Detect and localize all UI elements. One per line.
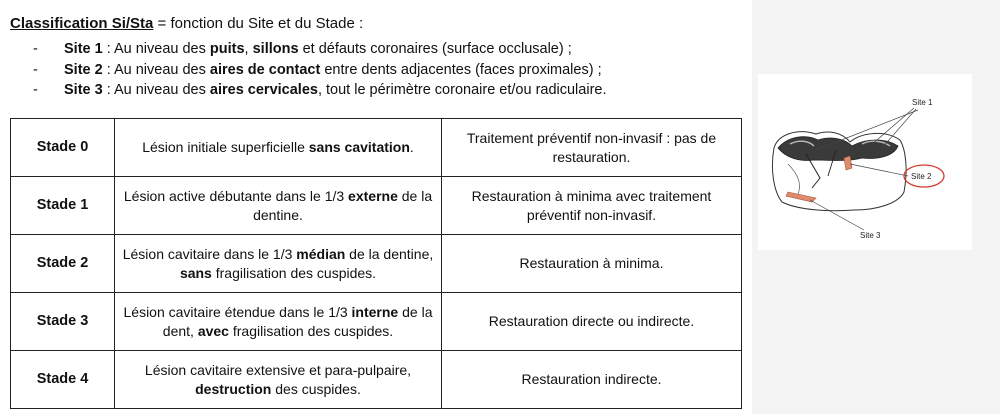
site-label: Site 2 (64, 61, 103, 78)
lesion-keyword: médian (296, 245, 346, 262)
site-text: : Au niveau des (102, 82, 210, 98)
lesion-cell (115, 235, 442, 293)
site-text: entre dents adjacentes (faces proximales) ; (320, 61, 602, 78)
treatment-cell: Restauration à minima. (442, 235, 742, 293)
site-definitions-list (33, 39, 607, 101)
lesion-text: de la dentine, (345, 245, 434, 262)
lesion-text: de la dent, (162, 303, 433, 339)
lesion-text: . (409, 139, 414, 155)
table-row (11, 235, 742, 293)
site-label: Site 1 (64, 41, 103, 57)
stages-table (10, 118, 742, 409)
lesion-text: Lésion initiale superficielle (142, 139, 309, 155)
treatment-cell: Restauration directe ou indirecte. (442, 293, 742, 351)
stage-cell: Stade 1 (11, 177, 115, 235)
lesion-keyword: avec (197, 322, 229, 339)
lesion-text: Lésion cavitaire dans le 1/3 (122, 245, 297, 262)
classification-heading (10, 15, 363, 32)
site-keyword: puits (209, 41, 245, 57)
lesion-keyword: sans cavitation (308, 139, 410, 155)
site-definition-item (33, 80, 607, 101)
occlusal-surface (778, 137, 898, 161)
site-text: : Au niveau des (102, 61, 210, 78)
site-definition-item (33, 39, 607, 60)
site1-label: Site 1 (912, 98, 933, 107)
site-keyword: aires cervicales (209, 82, 318, 98)
lesion-text: Lésion cavitaire étendue dans le 1/3 (123, 303, 352, 320)
lesion-keyword: destruction (195, 380, 272, 397)
site-label: Site 3 (64, 82, 103, 98)
tooth-illustration (758, 74, 972, 250)
stage-cell: Stade 2 (11, 235, 115, 293)
lesion-text: de la dentine. (253, 187, 433, 223)
lesion-cell (115, 351, 442, 409)
site-keyword: aires de contact (209, 61, 321, 78)
lesion-cell (115, 119, 442, 177)
site-definition-item (33, 60, 607, 81)
lesion-keyword: sans (179, 264, 212, 281)
lesion-keyword: externe (348, 187, 398, 204)
stage-cell: Stade 3 (11, 293, 115, 351)
stage-cell: Stade 4 (11, 351, 115, 409)
bullet-dash: - (33, 41, 38, 57)
lesion-text: fragilisation des cuspides. (228, 322, 394, 339)
treatment-cell: Traitement préventif non-invasif : pas de restauration. (442, 119, 742, 177)
lesion-text: Lésion cavitaire extensive et para-pulpaire, (144, 361, 412, 378)
tooth-diagram (758, 74, 972, 250)
bullet-dash: - (33, 82, 38, 98)
site3-label: Site 3 (860, 231, 881, 240)
table-row (11, 119, 742, 177)
bullet-dash: - (33, 61, 38, 78)
treatment-cell: Restauration indirecte. (442, 351, 742, 409)
site-keyword: sillons (252, 41, 299, 57)
lesion-text: Lésion active débutante dans le 1/3 (123, 187, 349, 204)
lesion-cell (115, 293, 442, 351)
stages-table-body (11, 119, 742, 409)
site2-label: Site 2 (911, 172, 932, 181)
lesion-text: des cuspides. (271, 380, 361, 397)
site-text: : Au niveau des (102, 41, 210, 57)
table-row (11, 293, 742, 351)
site-text: et défauts coronaires (surface occlusale) ; (298, 41, 572, 57)
stage-cell: Stade 0 (11, 119, 115, 177)
lesion-text: fragilisation des cuspides. (211, 264, 377, 281)
heading-title: Classification Si/Sta (10, 15, 154, 32)
table-row (11, 351, 742, 409)
site-text: , tout le périmètre coronaire et/ou radiculaire. (317, 82, 607, 98)
site-text: , (244, 41, 253, 57)
table-row (11, 177, 742, 235)
lesion-keyword: interne (351, 303, 399, 320)
heading-subtitle: = fonction du Site et du Stade : (153, 15, 364, 32)
lesion-cell (115, 177, 442, 235)
treatment-cell: Restauration à minima avec traitement préventif non-invasif. (442, 177, 742, 235)
